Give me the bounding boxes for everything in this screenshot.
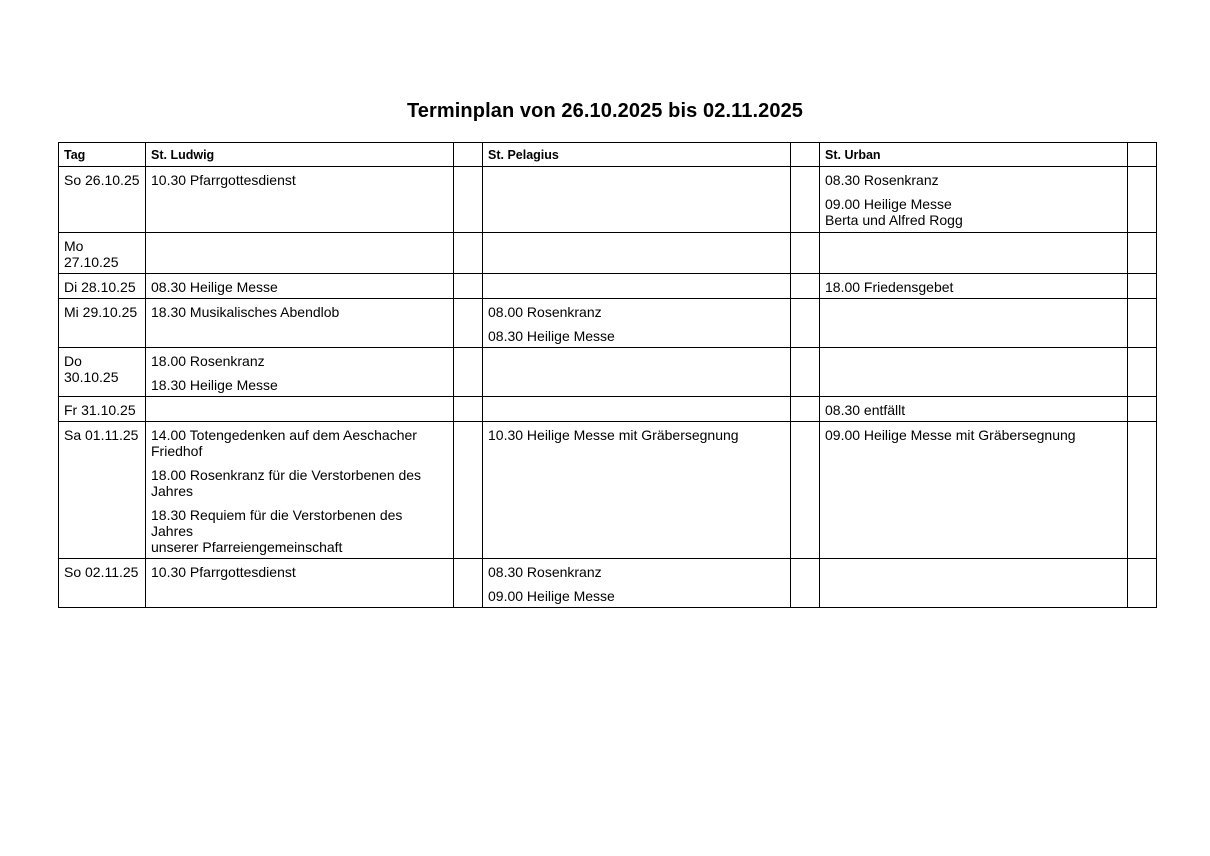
table-body	[59, 167, 1157, 608]
events-cell-ludwig	[146, 299, 454, 348]
events-cell-pelagius	[483, 348, 791, 397]
spacer-cell	[791, 299, 820, 348]
spacer-cell	[791, 397, 820, 422]
header-st-ludwig: St. Ludwig	[146, 143, 454, 167]
events-cell-urban	[820, 274, 1128, 299]
header-st-urban: St. Urban	[820, 143, 1128, 167]
event-entry: 10.30 Heilige Messe mit Gräbersegnung	[488, 427, 739, 443]
spacer-cell	[454, 299, 483, 348]
day-cell: So 02.11.25	[59, 559, 146, 608]
spacer-cell	[1128, 559, 1157, 608]
events-cell-pelagius	[483, 233, 791, 274]
header-st-pelagius: St. Pelagius	[483, 143, 791, 167]
spacer-cell	[1128, 167, 1157, 233]
event-entry: 18.30 Heilige Messe	[151, 377, 278, 393]
spacer-cell	[1128, 274, 1157, 299]
day-cell: So 26.10.25	[59, 167, 146, 233]
events-cell-ludwig	[146, 348, 454, 397]
day-cell: Do 30.10.25	[59, 348, 146, 397]
spacer-cell	[454, 422, 483, 559]
table-row	[59, 559, 1157, 608]
event-entry: 08.30 Heilige Messe	[488, 328, 615, 344]
events-cell-pelagius	[483, 397, 791, 422]
page-title: Terminplan von 26.10.2025 bis 02.11.2025	[406, 100, 804, 122]
spacer-cell	[1128, 422, 1157, 559]
day-cell: Mi 29.10.25	[59, 299, 146, 348]
spacer-cell	[454, 348, 483, 397]
event-entry: 18.00 Friedensgebet	[825, 279, 954, 295]
events-cell-ludwig	[146, 233, 454, 274]
day-cell: Di 28.10.25	[59, 274, 146, 299]
event-entry: 18.30 Musikalisches Abendlob	[151, 304, 340, 320]
schedule-table	[58, 142, 1157, 608]
events-cell-urban	[820, 299, 1128, 348]
event-entry: 18.00 Rosenkranz	[151, 353, 265, 369]
events-cell-pelagius	[483, 274, 791, 299]
events-cell-pelagius	[483, 167, 791, 233]
event-entry: 08.30 Rosenkranz	[488, 564, 602, 580]
spacer-cell	[791, 167, 820, 233]
spacer-cell	[791, 348, 820, 397]
spacer-cell	[791, 422, 820, 559]
table-row	[59, 274, 1157, 299]
event-entry: 10.30 Pfarrgottesdienst	[151, 172, 296, 188]
header-spacer	[454, 143, 483, 167]
events-cell-pelagius	[483, 299, 791, 348]
event-entry: 10.30 Pfarrgottesdienst	[151, 564, 296, 580]
table-row	[59, 299, 1157, 348]
events-cell-pelagius	[483, 422, 791, 559]
day-cell: Mo 27.10.25	[59, 233, 146, 274]
events-cell-ludwig	[146, 397, 454, 422]
spacer-cell	[454, 233, 483, 274]
day-cell: Sa 01.11.25	[59, 422, 146, 559]
table-row	[59, 233, 1157, 274]
event-entry: 08.30 Rosenkranz	[825, 172, 939, 188]
header-spacer	[1128, 143, 1157, 167]
event-entry: 18.00 Rosenkranz für die Verstorbenen des Jahres	[151, 467, 422, 499]
spacer-cell	[1128, 397, 1157, 422]
spacer-cell	[1128, 299, 1157, 348]
header-spacer	[791, 143, 820, 167]
events-cell-ludwig	[146, 559, 454, 608]
event-entry: 09.00 Heilige Messe Berta und Alfred Rogg	[825, 196, 963, 228]
events-cell-urban	[820, 167, 1128, 233]
events-cell-urban	[820, 397, 1128, 422]
header-tag: Tag	[59, 143, 146, 167]
event-entry: 09.00 Heilige Messe mit Gräbersegnung	[825, 427, 1076, 443]
events-cell-urban	[820, 422, 1128, 559]
event-entry: 08.00 Rosenkranz	[488, 304, 602, 320]
table-header-row	[59, 143, 1157, 167]
spacer-cell	[791, 233, 820, 274]
day-cell: Fr 31.10.25	[59, 397, 146, 422]
table-row	[59, 348, 1157, 397]
spacer-cell	[1128, 348, 1157, 397]
table-row	[59, 167, 1157, 233]
events-cell-ludwig	[146, 167, 454, 233]
event-entry: 08.30 entfällt	[825, 402, 906, 418]
spacer-cell	[1128, 233, 1157, 274]
spacer-cell	[791, 274, 820, 299]
events-cell-ludwig	[146, 422, 454, 559]
table-row	[59, 397, 1157, 422]
events-cell-pelagius	[483, 559, 791, 608]
events-cell-ludwig	[146, 274, 454, 299]
spacer-cell	[454, 167, 483, 233]
spacer-cell	[454, 559, 483, 608]
event-entry: 08.30 Heilige Messe	[151, 279, 278, 295]
spacer-cell	[454, 274, 483, 299]
spacer-cell	[454, 397, 483, 422]
events-cell-urban	[820, 348, 1128, 397]
event-entry: 18.30 Requiem für die Verstorbenen des Jahres unserer Pfarreiengemeinschaft	[151, 507, 403, 555]
events-cell-urban	[820, 559, 1128, 608]
table-row	[59, 422, 1157, 559]
spacer-cell	[791, 559, 820, 608]
event-entry: 09.00 Heilige Messe	[488, 588, 615, 604]
events-cell-urban	[820, 233, 1128, 274]
event-entry: 14.00 Totengedenken auf dem Aeschacher Friedhof	[151, 427, 417, 459]
